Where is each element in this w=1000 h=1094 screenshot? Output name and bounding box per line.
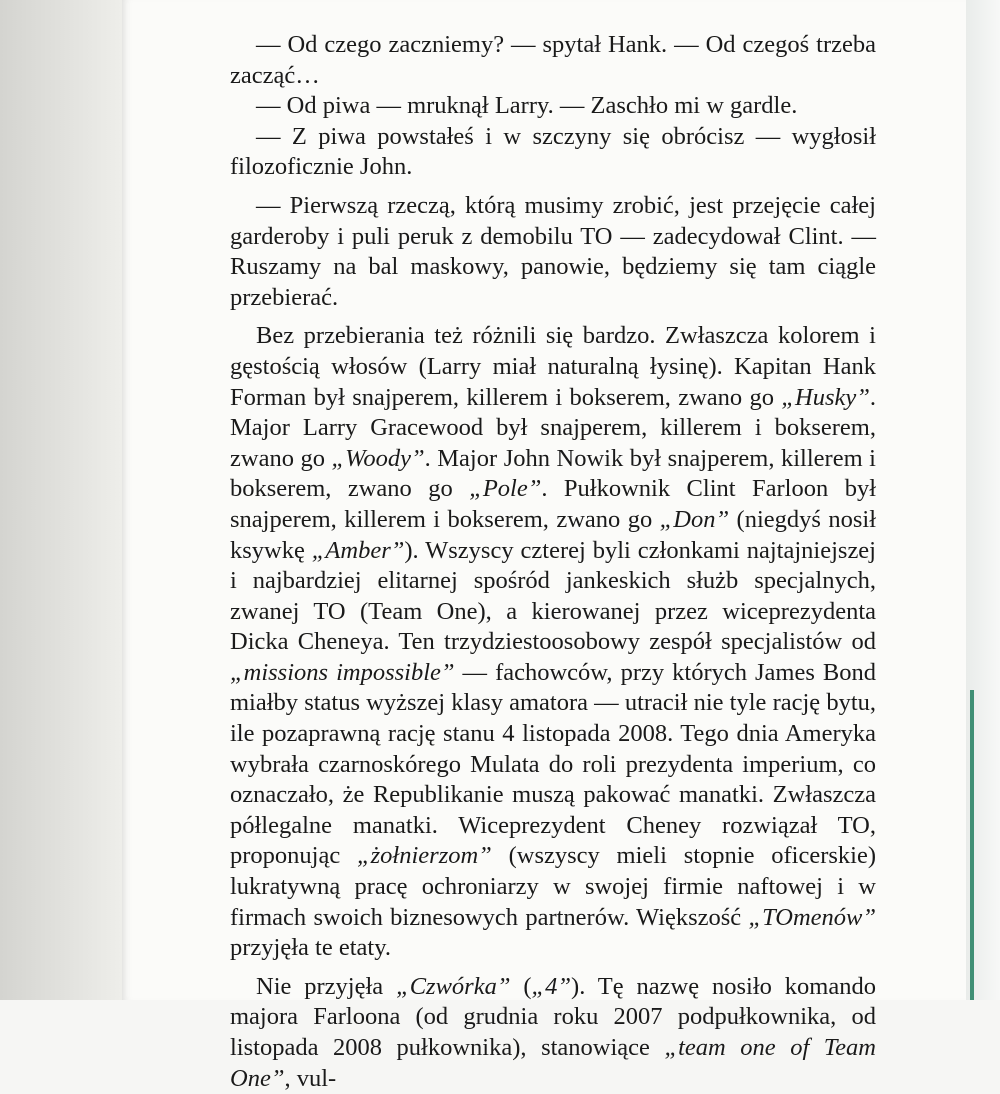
text-run: ). Tę nazwę nosiło komando majora Farloona (od grudnia roku 2007 podpułkownika, od listopada 2008 pułkownika), stanowiące [230, 972, 876, 1061]
italic-text: „4” [531, 972, 572, 1000]
italic-text: „Don” [659, 505, 730, 533]
text-run: — fachowców, przy których James Bond miałby status wyższej klasy amatora — utracił nie tyle rację bytu, ile pozaprawną rację stanu 4 listopada 2008. Tego dnia Ameryka wybrała czarnoskórego Mulata do roli prezydenta imperium, co oznaczało, że Republikanie muszą pakować manatki. Zwłaszcza półlegalne manatki. Wiceprezydent Cheney rozwiązał TO, proponując [230, 658, 877, 870]
text-run: ( [510, 972, 532, 1000]
cover-edge-strip [970, 690, 974, 1000]
paragraph [230, 321, 876, 963]
paragraph [230, 191, 876, 313]
paragraph [230, 972, 876, 1094]
text-run: przyjęła te etaty. [230, 934, 391, 962]
italic-text: „żołnierzom” [357, 842, 492, 870]
body-text [230, 30, 876, 1094]
paragraph [230, 122, 876, 183]
text-run: (wszyscy mieli stopnie oficerskie) lukratywną pracę ochroniarzy w swojej firmie naftowej i w firmach swoich biznesowych partnerów. Większość [230, 842, 877, 931]
text-run: ). Wszyscy czterej byli członkami najtajniejszej i najbardziej elitarnej spośród jankeskich służb specjalnych, zwanej TO (Team One), a kierowanej przez wiceprezydenta Dicka Cheneya. Ten trzydziestoosobowy zespół specjalistów od [230, 536, 876, 656]
italic-text: „TOmenów” [748, 903, 876, 931]
italic-text: „missions impossible” [230, 658, 455, 686]
italic-text: „Woody” [331, 444, 425, 472]
text-run: . Major Larry Gracewood był snajperem, killerem i bokserem, zwano go [230, 383, 876, 472]
paragraph [230, 30, 876, 91]
text-run: Bez przebierania też różnili się bardzo. Zwłaszcza kolorem i gęstością włosów (Larry miał naturalną łysinę). Kapitan Hank Forman był snajperem, killerem i bokserem, zwano go [230, 322, 876, 411]
text-run: Nie przyjęła [256, 972, 397, 1000]
text-run: — Od piwa — mruknął Larry. — Zaschło mi w gardle. [256, 92, 798, 120]
text-run: . Pułkownik Clint Farloon był snajperem, killerem i bokserem, zwano go [230, 475, 876, 533]
paragraph [230, 91, 876, 122]
facing-page-bleed-text [0, 0, 122, 1000]
text-run: — Od czego zaczniemy? — spytał Hank. — Od czegoś trzeba zacząć… [230, 31, 876, 89]
italic-text: „Husky” [781, 383, 870, 411]
text-run: , vul- [284, 1064, 337, 1092]
text-run: — Z piwa powstałeś i w szczyny się obrócisz — wygłosił filozoficznie John. [230, 122, 876, 181]
text-run: (niegdyś nosił ksywkę [230, 505, 876, 564]
text-run: — Pierwszą rzeczą, którą musimy zrobić, jest przejęcie całej garderoby i puli peruk z demobilu TO — zadecydował Clint. — Ruszamy na bal maskowy, panowie, będziemy się tam ciągle przebierać. [230, 191, 876, 311]
italic-text: „team one of Team One” [230, 1034, 876, 1092]
italic-text: „Czwórka” [396, 972, 511, 1000]
italic-text: „Amber” [311, 536, 405, 564]
text-run: . Major John Nowik był snajperem, killerem i bokserem, zwano go [230, 444, 876, 503]
italic-text: „Pole” [469, 475, 542, 503]
